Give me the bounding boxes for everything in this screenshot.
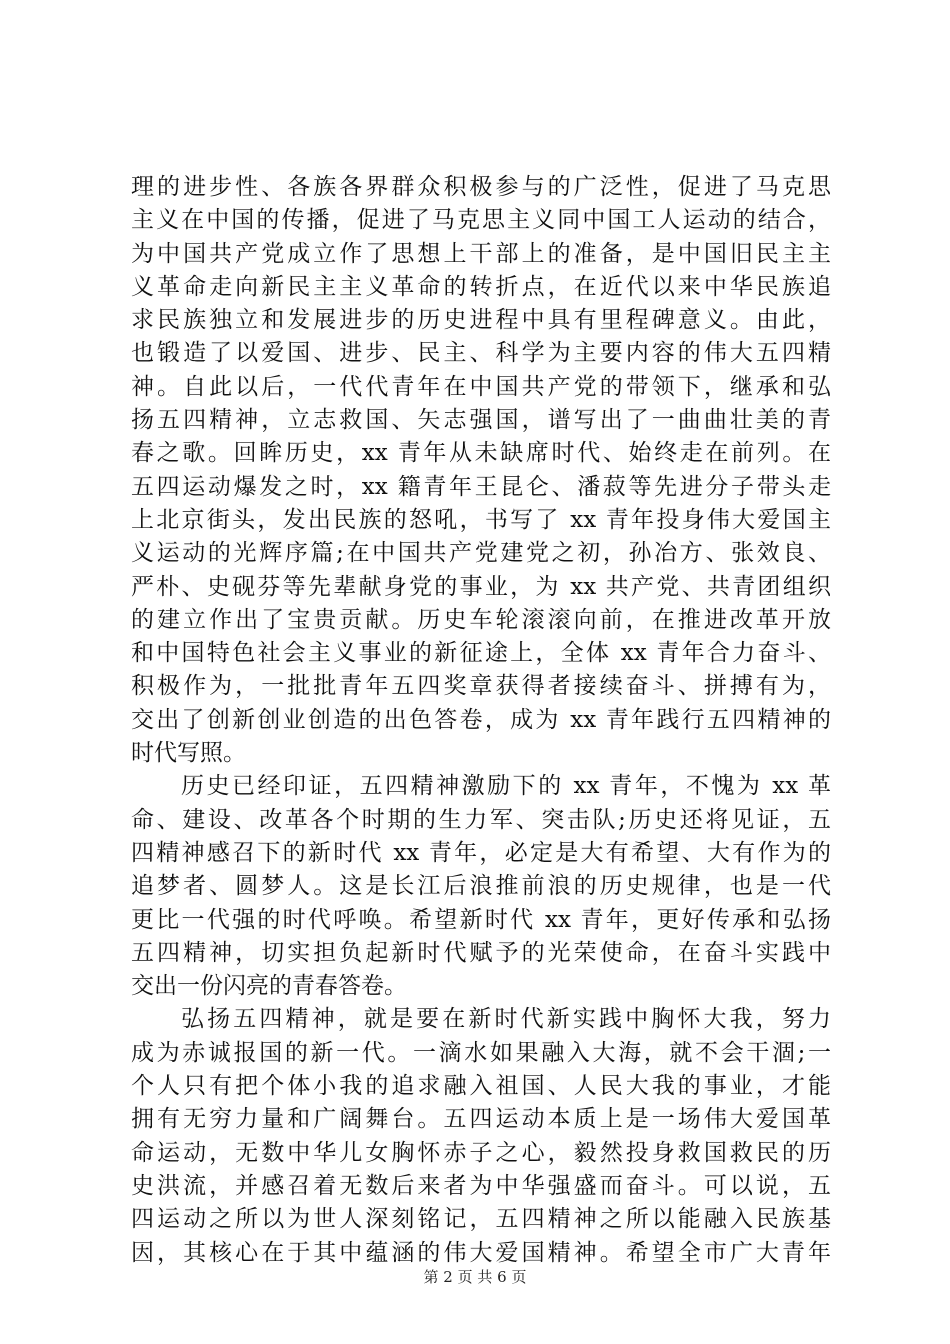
text-line: 理的进步性、各族各界群众积极参与的广泛性，促进了马克思	[131, 174, 831, 200]
text-line: 个人只有把个体小我的追求融入祖国、人民大我的事业，才能	[131, 1073, 831, 1100]
text-line: 更比一代强的时代呼唤。希望新时代 xx 青年，更好传承和弘扬	[131, 906, 831, 933]
text-line: 命、建设、改革各个时期的生力军、突击队;历史还将见证，五	[131, 806, 831, 833]
text-line: 追梦者、圆梦人。这是长江后浪推前浪的历史规律，也是一代	[131, 873, 831, 900]
text-line: 时代写照。	[131, 740, 246, 767]
text-line: 和中国特色社会主义事业的新征途上，全体 xx 青年合力奋斗、	[131, 640, 831, 667]
text-line: 弘扬五四精神，就是要在新时代新实践中胸怀大我，努力	[181, 1006, 831, 1033]
text-line: 五四运动爆发之时，xx 籍青年王昆仑、潘菽等先进分子带头走	[131, 473, 831, 500]
text-line: 交出了创新创业创造的出色答卷，成为 xx 青年践行五四精神的	[131, 706, 831, 733]
text-line: 严朴、史砚芬等先辈献身党的事业，为 xx 共产党、共青团组织	[131, 573, 831, 600]
text-line: 的建立作出了宝贵贡献。历史车轮滚滚向前，在推进改革开放	[131, 606, 831, 633]
text-line: 春之歌。回眸历史，xx 青年从未缺席时代、始终走在前列。在	[131, 440, 831, 467]
text-line: 为中国共产党成立作了思想上干部上的准备，是中国旧民主主	[131, 240, 831, 267]
text-line: 神。自此以后，一代代青年在中国共产党的带领下，继承和弘	[131, 373, 831, 400]
text-line: 拥有无穷力量和广阔舞台。五四运动本质上是一场伟大爱国革	[131, 1106, 831, 1133]
text-line: 也锻造了以爱国、进步、民主、科学为主要内容的伟大五四精	[131, 340, 831, 367]
text-line: 五四精神，切实担负起新时代赋予的光荣使命，在奋斗实践中	[131, 939, 831, 966]
text-line: 四精神感召下的新时代 xx 青年，必定是大有希望、大有作为的	[131, 839, 831, 866]
text-line: 上北京街头，发出民族的怒吼，书写了 xx 青年投身伟大爱国主	[131, 506, 831, 533]
text-line: 求民族独立和发展进步的历史进程中具有里程碑意义。由此，	[131, 307, 831, 334]
text-line: 义运动的光辉序篇;在中国共产党建党之初，孙冶方、张效良、	[131, 540, 831, 567]
text-line: 积极作为，一批批青年五四奖章获得者接续奋斗、拼搏有为，	[131, 673, 831, 700]
page-indicator: 第 2 页 共 6 页	[423, 1268, 527, 1286]
text-line: 主义在中国的传播，促进了马克思主义同中国工人运动的结合，	[131, 207, 831, 234]
text-line: 因，其核心在于其中蕴涵的伟大爱国精神。希望全市广大青年	[131, 1239, 831, 1266]
text-line: 成为赤诚报国的新一代。一滴水如果融入大海，就不会干涸;一	[131, 1039, 831, 1066]
text-line: 四运动之所以为世人深刻铭记，五四精神之所以能融入民族基	[131, 1206, 831, 1233]
text-line: 扬五四精神，立志救国、矢志强国，谱写出了一曲曲壮美的青	[131, 407, 831, 434]
text-line: 命运动，无数中华儿女胸怀赤子之心，毅然投身救国救民的历	[131, 1139, 831, 1166]
text-line: 史洪流，并感召着无数后来者为中华强盛而奋斗。可以说，五	[131, 1172, 831, 1199]
text-line: 交出一份闪亮的青春答卷。	[131, 973, 407, 1000]
text-line: 义革命走向新民主主义革命的转折点，在近代以来中华民族追	[131, 273, 831, 300]
text-line: 历史已经印证，五四精神激励下的 xx 青年，不愧为 xx 革	[181, 773, 831, 800]
document-body	[131, 171, 831, 1270]
